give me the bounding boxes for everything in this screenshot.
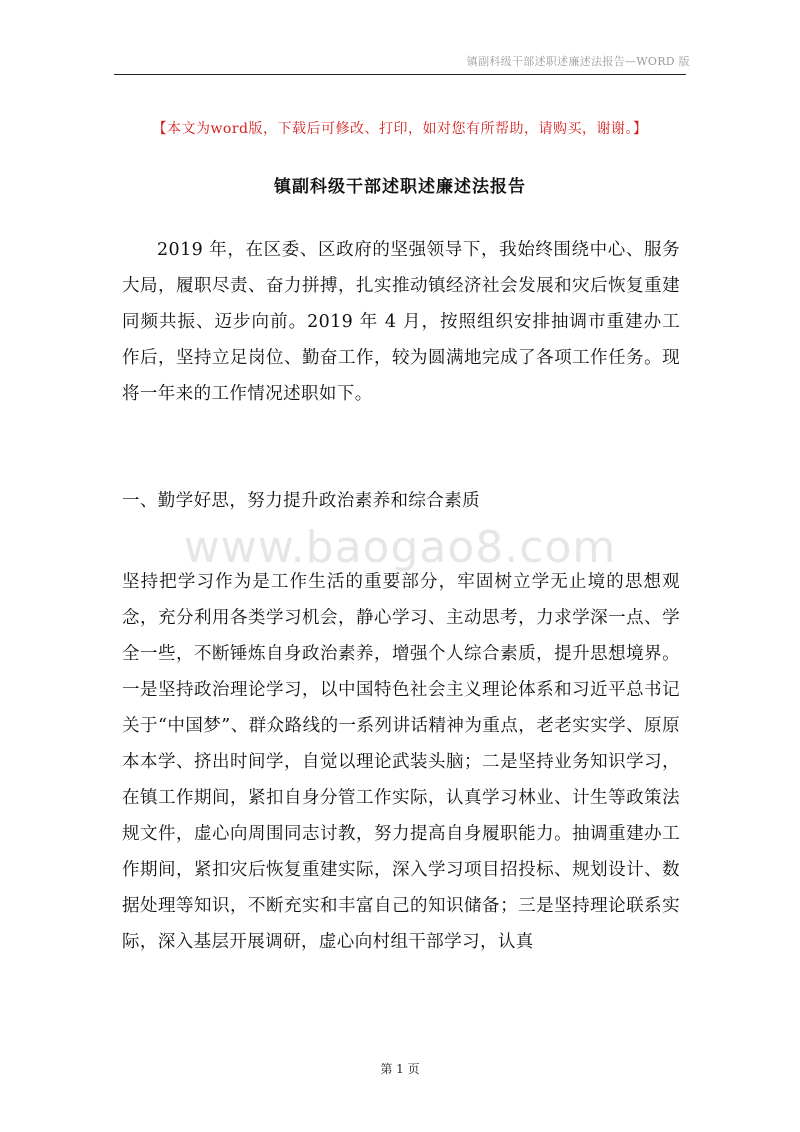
section-heading: 一、勤学好思，努力提升政治素养和综合素质 [122,491,480,511]
watermark: www.baogao8.com [183,522,617,573]
page-number: 第 1 页 [380,1062,420,1076]
body-paragraph: 坚持把学习作为是工作生活的重要部分，牢固树立学无止境的思想观念，充分利用各类学习机会，静心学习、主动思考，力求学深一点、学全一些，不断锤炼自身政治素养，增强个人综合素质，提升思想境界。一是坚持政治理论学习，以中国特色社会主义理论体系和习近平总书记关于“中国梦”、群众路线的一系列讲话精神为重点，老老实实学、原原本本学、挤出时间学，自觉以理论武装头脑；二是坚持业务知识学习，在镇工作期间，紧扣自身分管工作实际，认真学习林业、计生等政策法规文件，虚心向周围同志讨教，努力提高自身履职能力。抽调重建办工作期间，紧扣灾后恢复重建实际，深入学习项目招投标、规划设计、数据处理等知识，不断充实和丰富自己的知识储备；三是坚持理论联系实际，深入基层开展调研，虚心向村组干部学习，认真 [122,572,680,952]
purchase-notice: 【本文为word版，下载后可修改、打印，如对您有所帮助，请购买，谢谢。】 [152,121,648,137]
document-title: 镇副科级干部述职述廉述法报告 [274,177,526,197]
header-divider [114,74,686,75]
running-header: 镇副科级干部述职述廉述法报告—WORD 版 [466,55,690,68]
intro-paragraph: 2019 年，在区委、区政府的坚强领导下，我始终围绕中心、服务大局，履职尽责、奋力拼搏，扎实推动镇经济社会发展和灾后恢复重建同频共振、迈步向前。2019 年 4 月，按照组织安排抽调市重建办工作后，坚持立足岗位、勤奋工作，较为圆满地完成了各项工作任务。现将一年来的工作情况述职如下。 [122,240,680,404]
